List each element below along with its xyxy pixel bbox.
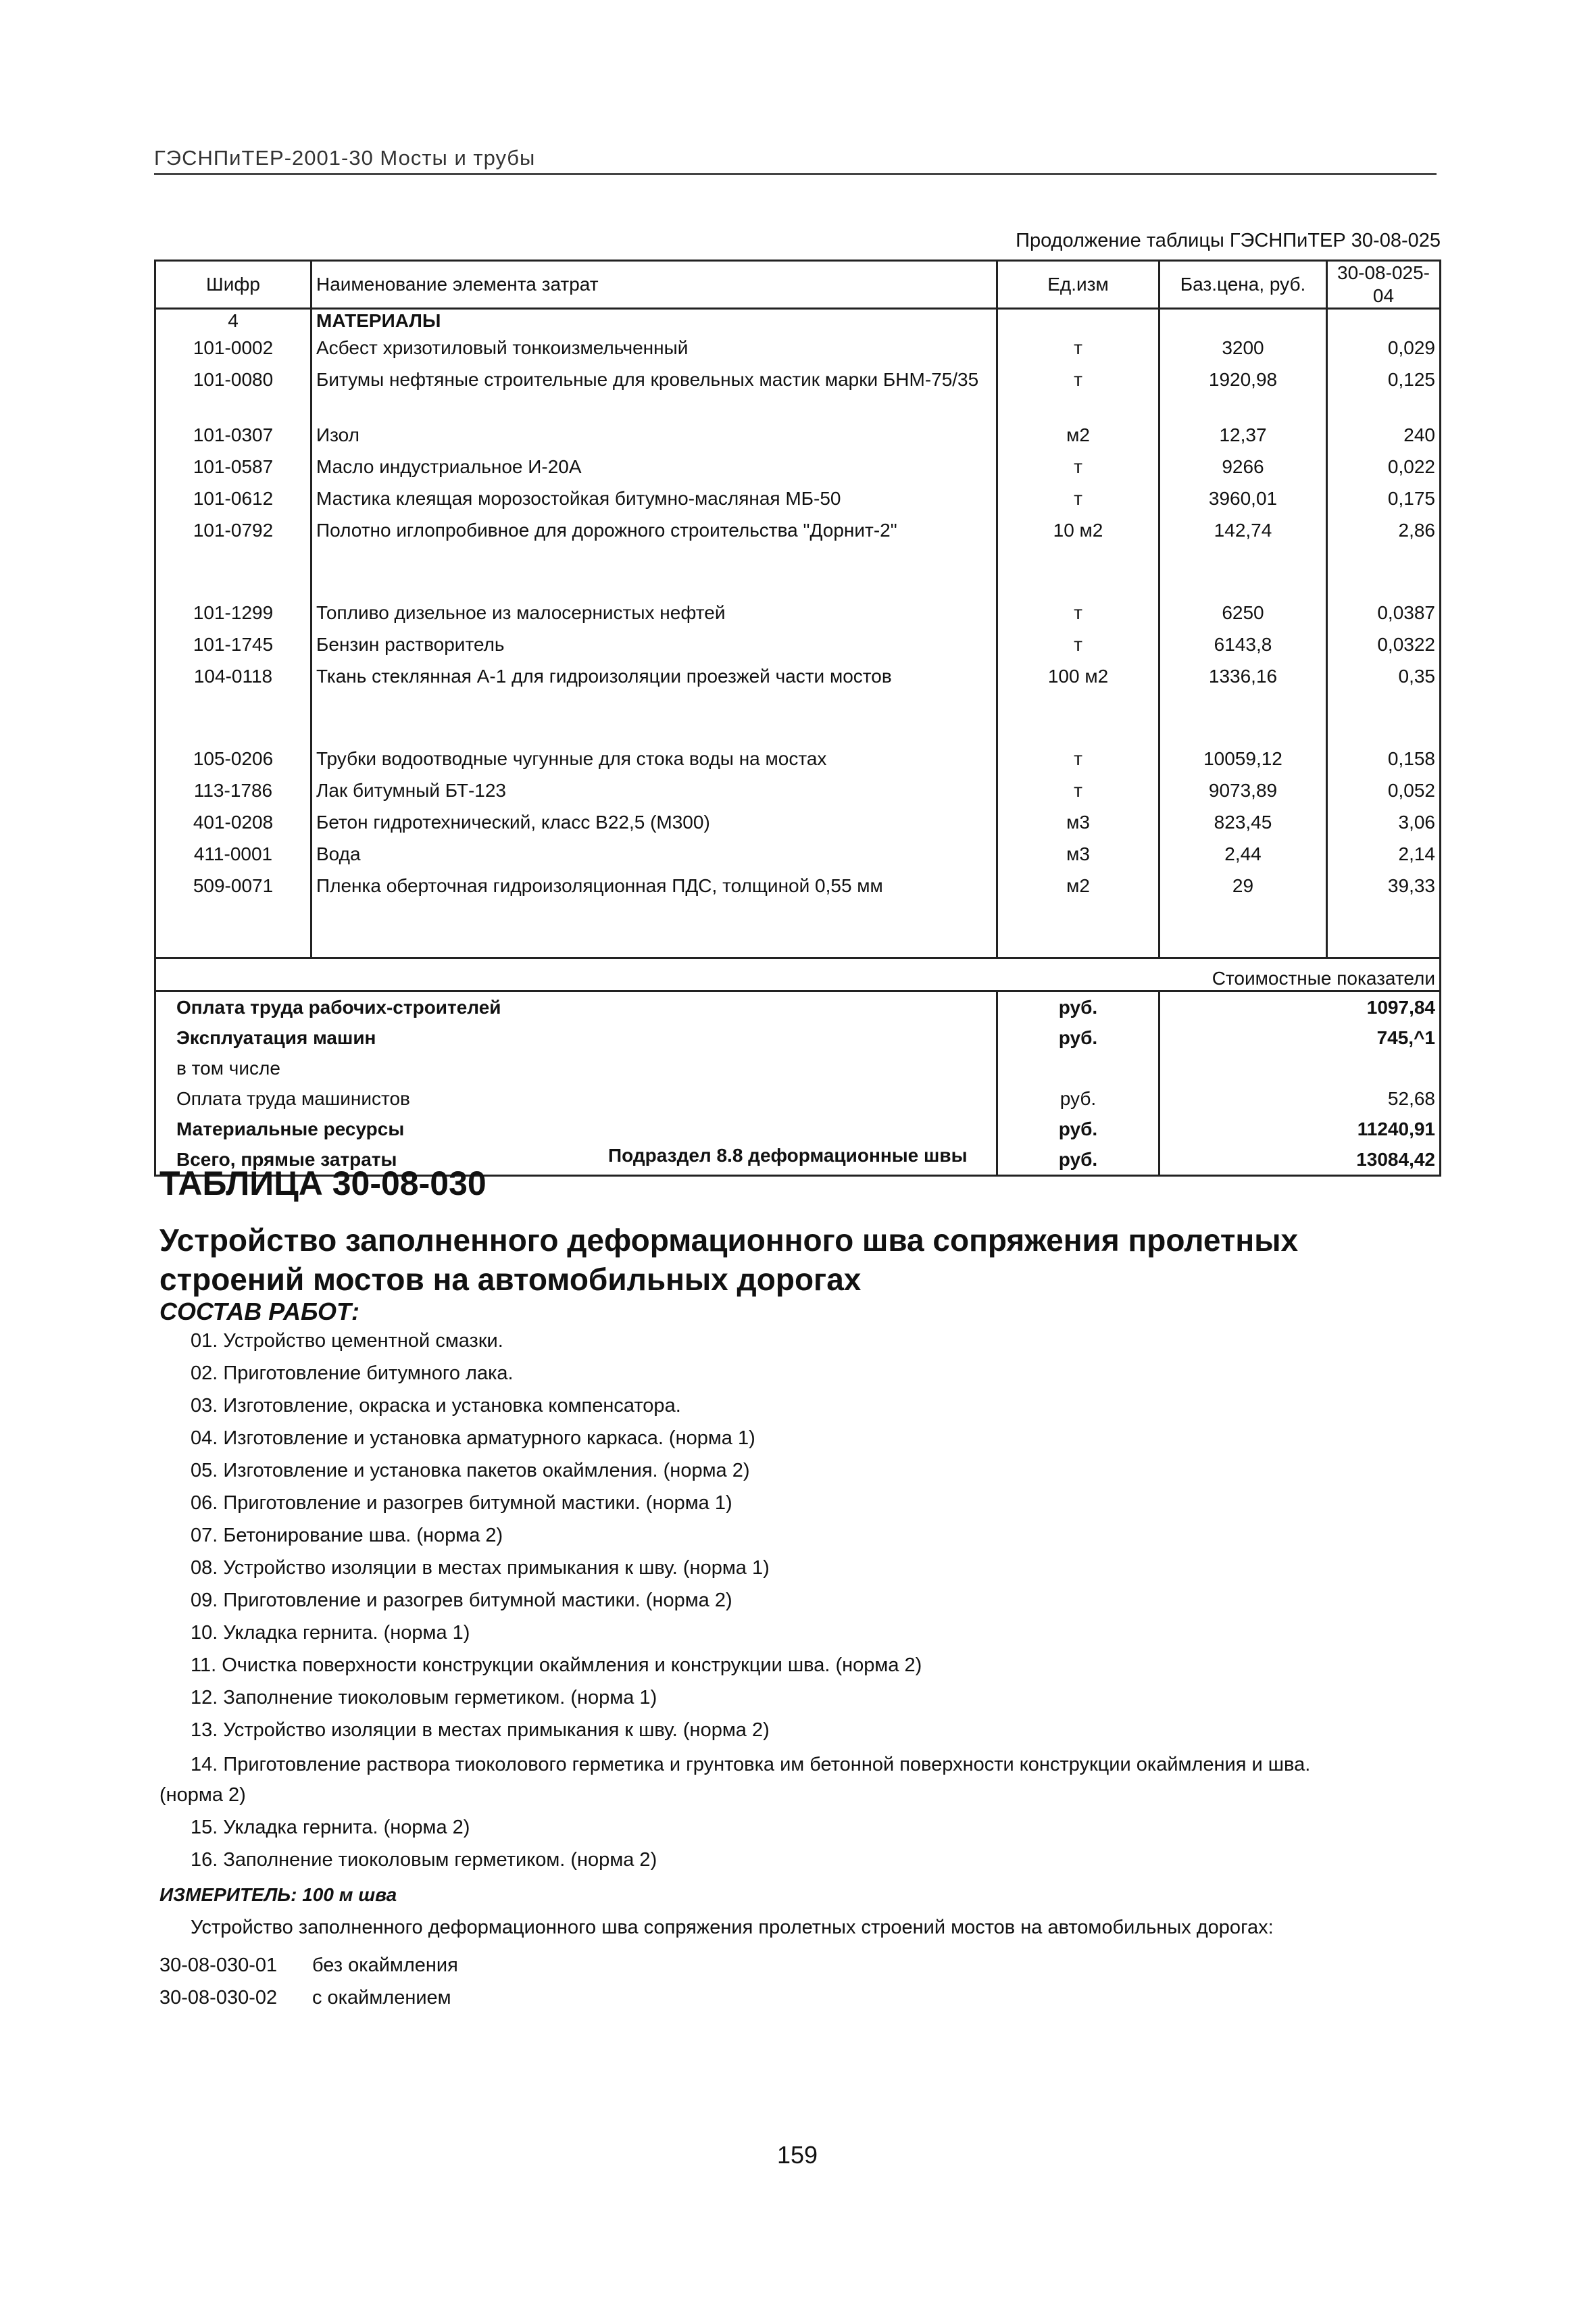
table-row [155, 424, 1441, 456]
row-norm: 0,0387 [1327, 601, 1441, 633]
variant-name: с окаймлением [312, 1987, 451, 2009]
row-price: 1920,98 [1159, 368, 1327, 424]
row-price: 12,37 [1159, 424, 1327, 456]
resources-table [154, 260, 1441, 1177]
cost-header: Стоимостные показатели [155, 958, 1441, 991]
row-norm: 2,86 [1327, 519, 1441, 574]
cost-value [1327, 1053, 1441, 1083]
cost-label: Всего, прямые затраты [155, 1144, 997, 1176]
row-unit: т [997, 456, 1159, 487]
table-row [155, 747, 1441, 779]
spacer-row [155, 930, 1441, 958]
row-code: 101-0307 [155, 424, 311, 456]
page-number: 159 [777, 2141, 818, 2169]
col-header-norm: 30-08-025-04 [1327, 261, 1441, 309]
row-unit: 100 м2 [997, 665, 1159, 720]
cost-unit: руб. [997, 1023, 1159, 1053]
row-code: 101-0792 [155, 519, 311, 574]
cost-row [155, 1083, 1441, 1114]
work-item: 10. Укладка гернита. (норма 1) [191, 1622, 470, 1644]
row-code: 101-0002 [155, 337, 311, 368]
spacer-row [155, 720, 1441, 747]
col-header-name: Наименование элемента затрат [311, 261, 997, 309]
row-norm: 39,33 [1327, 875, 1441, 930]
cost-unit: руб. [997, 1114, 1159, 1144]
cost-row [155, 1053, 1441, 1083]
row-name: Трубки водоотводные чугунные для стока воды на мостах [311, 747, 997, 779]
variant-item [159, 1949, 458, 1981]
row-unit: т [997, 747, 1159, 779]
table-row [155, 601, 1441, 633]
row-code: 105-0206 [155, 747, 311, 779]
row-code: 104-0118 [155, 665, 311, 720]
table-row [155, 519, 1441, 574]
col-header-price: Баз.цена, руб. [1159, 261, 1327, 309]
table-row [155, 633, 1441, 665]
works-list [159, 1325, 1443, 1876]
row-norm: 0,35 [1327, 665, 1441, 720]
section-row [155, 309, 1441, 337]
row-norm: 2,14 [1327, 843, 1441, 875]
row-price: 6143,8 [1159, 633, 1327, 665]
table-title: Устройство заполненного деформационного шва сопряжения пролетных строений мостов на автомобильных дорогах [159, 1223, 1299, 1297]
row-norm: 0,0322 [1327, 633, 1441, 665]
row-price: 2,44 [1159, 843, 1327, 875]
row-name: Пленка оберточная гидроизоляционная ПДС, толщиной 0,55 мм [311, 875, 997, 930]
cost-label: Материальные ресурсы [155, 1114, 997, 1144]
table-row [155, 811, 1441, 843]
row-code: 101-0080 [155, 368, 311, 424]
row-name: Лак битумный БТ-123 [311, 779, 997, 811]
work-item: 09. Приготовление и разогрев битумной мастики. (норма 2) [191, 1590, 732, 1611]
row-unit: т [997, 487, 1159, 519]
row-code: 101-0612 [155, 487, 311, 519]
row-norm: 3,06 [1327, 811, 1441, 843]
work-item: 08. Устройство изоляции в местах примыкания к шву. (норма 1) [191, 1557, 770, 1579]
cost-unit: руб. [997, 1083, 1159, 1114]
cost-unit: руб. [997, 1144, 1159, 1176]
cost-label: Эксплуатация машин [155, 1023, 997, 1053]
cost-label: Оплата труда рабочих-строителей [155, 991, 997, 1023]
table-row [155, 875, 1441, 930]
running-header: ГЭСНПиТЕР-2001-30 Мосты и трубы [154, 146, 1437, 175]
cost-label: в том числе [155, 1053, 997, 1083]
row-norm: 0,125 [1327, 368, 1441, 424]
work-item: 16. Заполнение тиоколовым герметиком. (норма 2) [191, 1849, 657, 1871]
work-item: 13. Устройство изоляции в местах примыкания к шву. (норма 2) [191, 1719, 770, 1741]
variants-list [159, 1949, 458, 2014]
row-unit: м2 [997, 875, 1159, 930]
cost-unit [997, 1053, 1159, 1083]
row-price: 142,74 [1159, 519, 1327, 574]
row-price: 9266 [1159, 456, 1327, 487]
table-header-row [155, 261, 1441, 309]
variant-name: без окаймления [312, 1954, 458, 1976]
row-name: Изол [311, 424, 997, 456]
row-price: 1336,16 [1159, 665, 1327, 720]
row-norm: 0,052 [1327, 779, 1441, 811]
row-code: 509-0071 [155, 875, 311, 930]
row-price: 823,45 [1159, 811, 1327, 843]
work-item: 03. Изготовление, окраска и установка компенсатора. [191, 1395, 681, 1417]
row-code: 113-1786 [155, 779, 311, 811]
cost-header-row [155, 958, 1441, 991]
row-unit: м3 [997, 843, 1159, 875]
section-name: МАТЕРИАЛЫ [311, 309, 997, 337]
row-name: Бетон гидротехнический, класс В22,5 (М300) [311, 811, 997, 843]
cost-value: 13084,42 [1327, 1144, 1441, 1176]
meter-label: ИЗМЕРИТЕЛЬ: 100 м шва [159, 1884, 397, 1905]
work-item: 12. Заполнение тиоколовым герметиком. (норма 1) [191, 1687, 657, 1708]
row-name: Битумы нефтяные строительные для кровельных мастик марки БНМ-75/35 [311, 368, 997, 424]
cost-label: Оплата труда машинистов [155, 1083, 997, 1114]
table-row [155, 779, 1441, 811]
variant-code: 30-08-030-02 [159, 1987, 278, 2009]
row-name: Мастика клеящая морозостойкая битумно-масляная МБ-50 [311, 487, 997, 519]
work-item: 01. Устройство цементной смазки. [191, 1330, 503, 1352]
row-price: 3960,01 [1159, 487, 1327, 519]
col-header-unit: Ед.изм [997, 261, 1159, 309]
row-unit: т [997, 601, 1159, 633]
cost-row [155, 991, 1441, 1023]
row-code: 101-0587 [155, 456, 311, 487]
work-item: 11. Очистка поверхности конструкции окаймления и конструкции шва. (норма 2) [191, 1654, 922, 1676]
row-unit: т [997, 779, 1159, 811]
table-caption: Продолжение таблицы ГЭСНПиТЕР 30-08-025 [1016, 230, 1441, 251]
table-row [155, 456, 1441, 487]
cost-value: 52,68 [1327, 1083, 1441, 1114]
work-item: 05. Изготовление и установка пакетов окаймления. (норма 2) [191, 1460, 750, 1481]
variants-description: Устройство заполненного деформационного шва сопряжения пролетных строений мостов на автомобильных дорогах: [191, 1917, 1274, 1938]
work-item: 04. Изготовление и установка арматурного каркаса. (норма 1) [191, 1427, 755, 1449]
row-name: Бензин растворитель [311, 633, 997, 665]
row-unit: т [997, 633, 1159, 665]
row-name: Вода [311, 843, 997, 875]
work-item: 15. Укладка гернита. (норма 2) [191, 1817, 470, 1838]
row-norm: 0,175 [1327, 487, 1441, 519]
subsection-title: Подраздел 8.8 деформационные швы [608, 1145, 968, 1166]
table-row [155, 487, 1441, 519]
cost-unit: руб. [997, 991, 1159, 1023]
row-unit: м3 [997, 811, 1159, 843]
row-price: 6250 [1159, 601, 1327, 633]
row-code: 101-1745 [155, 633, 311, 665]
work-item: 06. Приготовление и разогрев битумной мастики. (норма 1) [191, 1492, 732, 1514]
row-name: Масло индустриальное И-20А [311, 456, 997, 487]
spacer-row [155, 574, 1441, 601]
work-item: 07. Бетонирование шва. (норма 2) [191, 1525, 503, 1546]
row-price: 29 [1159, 875, 1327, 930]
row-unit: т [997, 337, 1159, 368]
work-item: 02. Приготовление битумного лака. [191, 1362, 514, 1384]
row-code: 411-0001 [155, 843, 311, 875]
cost-row [155, 1023, 1441, 1053]
row-unit: т [997, 368, 1159, 424]
row-norm: 0,158 [1327, 747, 1441, 779]
row-name: Ткань стеклянная А-1 для гидроизоляции проезжей части мостов [311, 665, 997, 720]
cost-value: 745,^1 [1327, 1023, 1441, 1053]
row-name: Асбест хризотиловый тонкоизмельченный [311, 337, 997, 368]
row-unit: 10 м2 [997, 519, 1159, 574]
row-price: 9073,89 [1159, 779, 1327, 811]
work-item: (норма 2) [159, 1784, 246, 1806]
table-row [155, 337, 1441, 368]
variant-code: 30-08-030-01 [159, 1954, 278, 1976]
section-code: 4 [155, 309, 311, 337]
works-heading: СОСТАВ РАБОТ: [159, 1298, 359, 1325]
row-price: 3200 [1159, 337, 1327, 368]
row-price: 10059,12 [1159, 747, 1327, 779]
row-code: 401-0208 [155, 811, 311, 843]
row-name: Полотно иглопробивное для дорожного строительства "Дорнит-2" [311, 519, 997, 574]
cost-value: 11240,91 [1327, 1114, 1441, 1144]
row-norm: 0,022 [1327, 456, 1441, 487]
cost-value: 1097,84 [1327, 991, 1441, 1023]
row-norm: 240 [1327, 424, 1441, 456]
variant-item [159, 1981, 458, 2014]
col-header-code: Шифр [155, 261, 311, 309]
row-norm: 0,029 [1327, 337, 1441, 368]
table-row [155, 665, 1441, 720]
table-row [155, 368, 1441, 424]
table-row [155, 843, 1441, 875]
work-item: 14. Приготовление раствора тиоколового герметика и грунтовка им бетонной поверхности конструкции окаймления и шва. [191, 1754, 1311, 1775]
table-name: ТАБЛИЦА 30-08-030 [159, 1164, 487, 1202]
row-name: Топливо дизельное из малосернистых нефтей [311, 601, 997, 633]
row-code: 101-1299 [155, 601, 311, 633]
row-unit: м2 [997, 424, 1159, 456]
cost-row [155, 1114, 1441, 1144]
